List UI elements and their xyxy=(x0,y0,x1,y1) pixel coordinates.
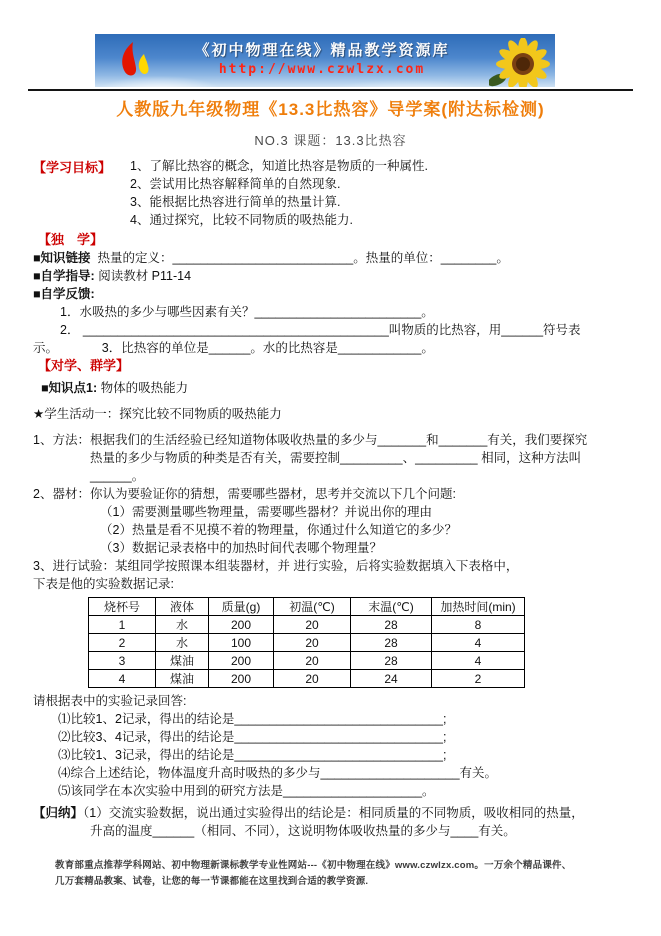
feedback-question-2a: 2． ____________________________________________叫物质的比热容，用______符号表 xyxy=(60,323,581,337)
column-header: 末温(℃) xyxy=(351,598,432,616)
equipment-item: （2）热量是看不见摸不着的物理量，你通过什么知道它的多少？ xyxy=(100,523,457,537)
student-activity-1: ★学生活动一：探究比较不同物质的吸热能力 xyxy=(33,407,282,421)
banner-text-block xyxy=(157,39,487,77)
question-item: ⑸该同学在本次实验中用到的研究方法是____________________。 xyxy=(58,784,435,798)
worksheet-body xyxy=(0,157,661,840)
table-header-row xyxy=(89,598,525,616)
question-item: ⑷综合上述结论，物体温度升高时吸热的多少与____________________有关。 xyxy=(58,766,498,780)
knowledge-link-label: ■知识链接 xyxy=(33,251,91,265)
footer-line-2: 几万套精品教案、试卷，让您的每一节课都能在这里找到合适的教学资源. xyxy=(55,876,369,887)
solo-study-heading: 【独 学】 xyxy=(38,232,104,247)
table-cell: 200 xyxy=(209,670,274,688)
table-cell: 28 xyxy=(351,634,432,652)
table-cell: 28 xyxy=(351,616,432,634)
study-goals-list xyxy=(130,157,428,229)
table-cell: 4 xyxy=(89,670,156,688)
column-header: 液体 xyxy=(156,598,209,616)
table-cell: 28 xyxy=(351,652,432,670)
site-banner xyxy=(95,34,555,87)
summary-text-1: （1）交流实验数据，说出通过实验得出的结论是：相同质量的不同物质，吸收相同的热量， xyxy=(83,806,584,820)
divider-line xyxy=(28,89,633,91)
knowledge-point-1-label: ■知识点1: xyxy=(41,381,98,395)
equipment-line-1: 2、器材：你认为要验证你的猜想，需要哪些器材，思考并交流以下几个问题: xyxy=(33,487,456,501)
method-line-2: 热量的多少与物质的种类是否有关，需要控制_________、_________ 相同，这种方法叫 xyxy=(90,451,582,465)
method-line-3: ______。 xyxy=(90,469,145,483)
doc-title: 人教版九年级物理《13.3比热容》导学案(附达标检测) xyxy=(116,100,545,119)
feedback-question-1: 1．水吸热的多少与哪些因素有关？________________________。 xyxy=(60,305,434,319)
banner-site-url[interactable]: http://www.czwlzx.com xyxy=(218,62,426,77)
self-guide-label: ■自学指导: xyxy=(33,269,95,283)
summary-label: 【归纳】 xyxy=(33,806,84,820)
experiment-line-2: 下表是他的实验数据记录: xyxy=(33,577,174,591)
knowledge-link-line xyxy=(33,249,633,267)
table-cell: 2 xyxy=(89,634,156,652)
flame-logo-icon xyxy=(117,40,153,80)
lesson-subtitle: NO.3 课题：13.3比热容 xyxy=(254,133,407,148)
summary-line-2: 升高的温度______（相同、不同），这说明物体吸收热量的多少与____有关。 xyxy=(90,824,516,838)
goal-item: 3、能根据比热容进行简单的热量计算. xyxy=(130,195,341,209)
table-row xyxy=(89,616,525,634)
table-cell: 20 xyxy=(274,652,351,670)
table-cell: 水 xyxy=(156,616,209,634)
self-guide-line xyxy=(33,267,633,285)
table-row xyxy=(89,652,525,670)
table-cell: 200 xyxy=(209,616,274,634)
knowledge-link-blank: 热量的定义：__________________________。热量的单位：________。 xyxy=(90,251,509,265)
table-row xyxy=(89,670,525,688)
table-cell: 24 xyxy=(351,670,432,688)
sunflower-icon xyxy=(489,38,553,87)
question-item: ⑴比较1、2记录，得出的结论是______________________________; xyxy=(58,712,447,726)
question-item: ⑶比较1、3记录，得出的结论是______________________________; xyxy=(58,748,447,762)
column-header: 烧杯号 xyxy=(89,598,156,616)
knowledge-point-1 xyxy=(41,379,633,397)
table-cell: 2 xyxy=(432,670,525,688)
table-cell: 200 xyxy=(209,652,274,670)
study-goals-section xyxy=(33,157,633,229)
equipment-item: （3）数据记录表格中的加热时间代表哪个物理量？ xyxy=(100,541,382,555)
table-cell: 4 xyxy=(432,634,525,652)
table-cell: 20 xyxy=(274,634,351,652)
method-line-1: 1、方法：根据我们的生活经验已经知道物体吸收热量的多少与_______和_______有关，我们要探究 xyxy=(33,433,588,447)
table-cell: 1 xyxy=(89,616,156,634)
table-cell: 20 xyxy=(274,670,351,688)
self-guide-text: 阅读教材 P11-14 xyxy=(94,269,192,283)
knowledge-point-1-text: 物体的吸热能力 xyxy=(97,381,189,395)
feedback-question-2b: 示。 3．比热容的单位是______。水的比热容是____________。 xyxy=(33,341,434,355)
table-cell: 8 xyxy=(432,616,525,634)
column-header: 初温(℃) xyxy=(274,598,351,616)
table-cell: 4 xyxy=(432,652,525,670)
goal-item: 1、了解比热容的概念，知道比热容是物质的一种属性. xyxy=(130,159,428,173)
page-footer xyxy=(55,858,645,890)
banner-site-title: 《初中物理在线》精品教学资源库 xyxy=(194,42,450,59)
summary-line-1 xyxy=(33,804,633,822)
table-cell: 煤油 xyxy=(156,652,209,670)
column-header: 加热时间(min) xyxy=(432,598,525,616)
experiment-data-table xyxy=(88,597,525,688)
table-cell: 20 xyxy=(274,616,351,634)
equipment-item: （1）需要测量哪些物理量，需要哪些器材？并说出你的理由 xyxy=(100,505,432,519)
pair-study-heading: 【对学、群学】 xyxy=(38,358,130,373)
questions-intro: 请根据表中的实验记录回答: xyxy=(33,694,187,708)
table-cell: 100 xyxy=(209,634,274,652)
study-goals-label: 【学习目标】 xyxy=(33,160,112,175)
goal-item: 2、尝试用比热容解释简单的自然现象. xyxy=(130,177,341,191)
table-cell: 煤油 xyxy=(156,670,209,688)
table-row xyxy=(89,634,525,652)
experiment-line-1: 3、进行试验：某组同学按照课本组装器材，并 进行实验，后将实验数据填入下表格中， xyxy=(33,559,519,573)
table-cell: 水 xyxy=(156,634,209,652)
self-feedback-label: ■自学反馈: xyxy=(33,287,95,301)
goal-item: 4、通过探究，比较不同物质的吸热能力. xyxy=(130,213,353,227)
footer-line-1: 教育部重点推荐学科网站、初中物理新课标教学专业性网站---《初中物理在线》www.czwlzx.com。一万余个精品课件、 xyxy=(55,860,572,871)
column-header: 质量(g) xyxy=(209,598,274,616)
question-item: ⑵比较3、4记录，得出的结论是______________________________; xyxy=(58,730,447,744)
table-cell: 3 xyxy=(89,652,156,670)
